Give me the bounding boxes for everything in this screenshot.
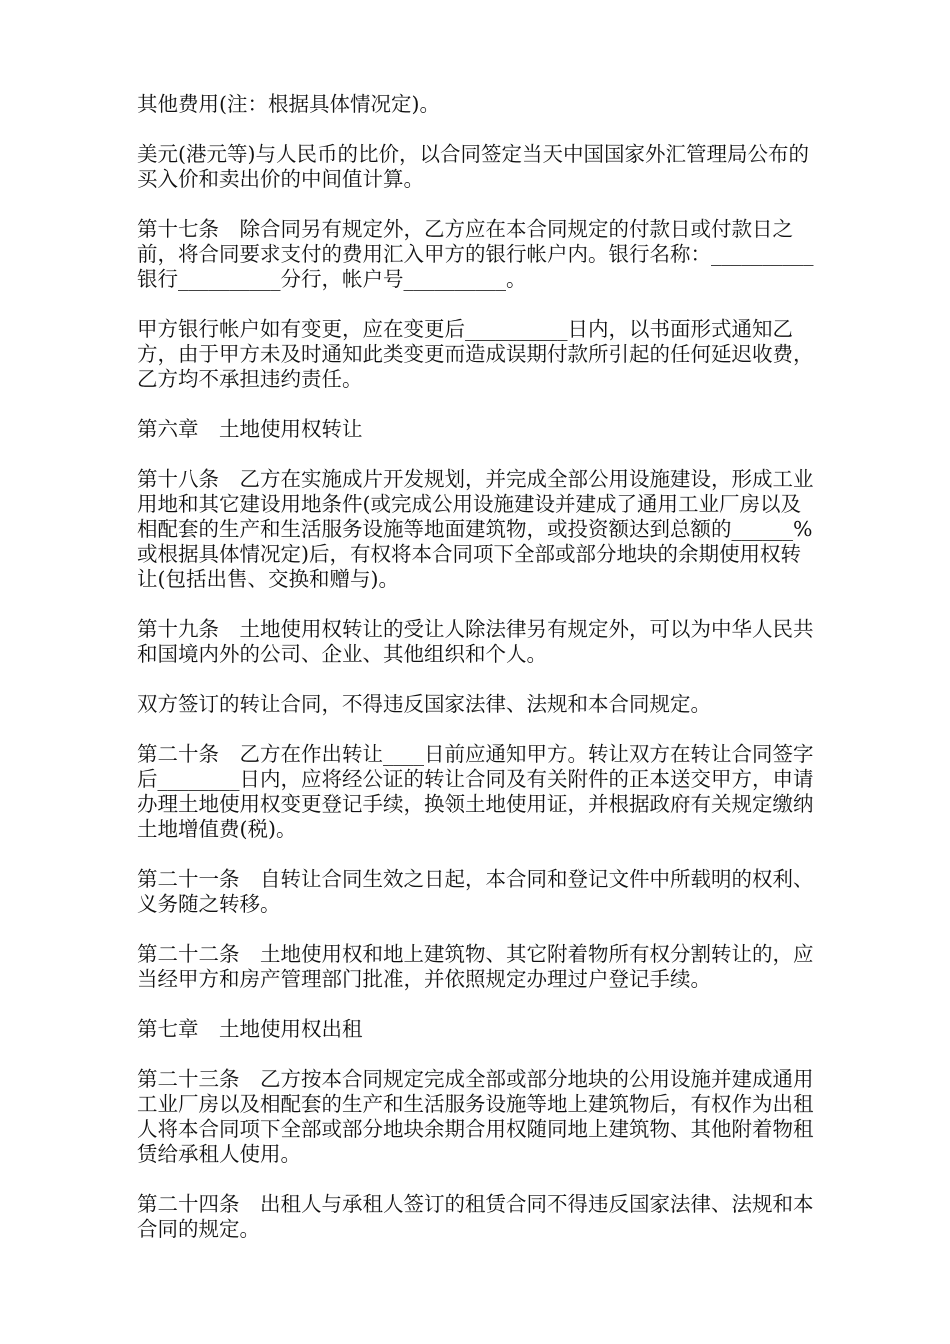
paragraph-article-24: 第二十四条 出租人与承租人签订的租赁合同不得违反国家法律、法规和本合同的规定。 — [137, 1192, 814, 1241]
paragraph-article-23: 第二十三条 乙方按本合同规定完成全部或部分地块的公用设施并建成通用工业厂房以及相配套的生产和生活服务设施等地上建筑物后，有权作为出租人将本合同项下全部或部分地块余期合用权随同地上建筑物、其他附着物租赁给承租人使用。 — [137, 1067, 814, 1166]
paragraph-article-21: 第二十一条 自转让合同生效之日起，本合同和登记文件中所载明的权利、义务随之转移。 — [137, 867, 814, 916]
paragraph-article-22: 第二十二条 土地使用权和地上建筑物、其它附着物所有权分割转让的，应当经甲方和房产管理部门批准，并依照规定办理过户登记手续。 — [137, 942, 814, 991]
paragraph-article-17: 第十七条 除合同另有规定外，乙方应在本合同规定的付款日或付款日之前，将合同要求支付的费用汇入甲方的银行帐户内。银行名称：__________银行__________分行，帐户号__________。 — [137, 217, 814, 291]
paragraph-article-20: 第二十条 乙方在作出转让____日前应通知甲方。转让双方在转让合同签字后________日内，应将经公证的转让合同及有关附件的正本送交甲方，申请办理土地使用权变更登记手续，换领土地使用证，并根据政府有关规定缴纳土地增值费(税)。 — [137, 742, 814, 841]
document-page — [137, 92, 817, 1267]
chapter-heading-6: 第六章 土地使用权转让 — [137, 417, 363, 441]
paragraph-article-19: 第十九条 土地使用权转让的受让人除法律另有规定外，可以为中华人民共和国境内外的公司、企业、其他组织和个人。 — [137, 617, 814, 666]
paragraph-transfer-contract: 双方签订的转让合同，不得违反国家法律、法规和本合同规定。 — [137, 692, 711, 716]
paragraph-exchange-rate: 美元(港元等)与人民币的比价，以合同签定当天中国国家外汇管理局公布的买入价和卖出价的中间值计算。 — [137, 142, 809, 191]
paragraph-other-fees: 其他费用(注：根据具体情况定)。 — [137, 92, 440, 116]
paragraph-bank-account-change: 甲方银行帐户如有变更，应在变更后__________日内，以书面形式通知乙方，由于甲方未及时通知此类变更而造成误期付款所引起的任何延迟收费，乙方均不承担违约责任。 — [137, 317, 814, 391]
paragraph-article-18: 第十八条 乙方在实施成片开发规划，并完成全部公用设施建设，形成工业用地和其它建设用地条件(或完成公用设施建设并建成了通用工业厂房以及相配套的生产和生活服务设施等地面建筑物，或投资额达到总额的______%或根据具体情况定)后，有权将本合同项下全部或部分地块的余期使用权转让(包括出售、交换和赠与)。 — [137, 467, 814, 591]
chapter-heading-7: 第七章 土地使用权出租 — [137, 1017, 363, 1041]
